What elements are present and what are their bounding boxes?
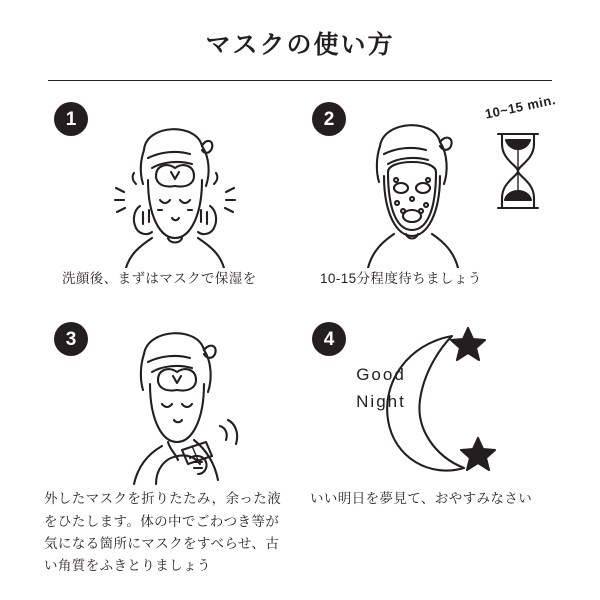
woman-wiping-neck-icon — [44, 308, 302, 488]
step-card-2 — [302, 88, 560, 290]
page-title: マスクの使い方 — [205, 31, 395, 59]
good-night-line-2: Night — [356, 391, 406, 411]
step-1-caption: 洗顔後、まずはマスクで保湿を — [62, 271, 257, 286]
timer-duration-label: 10~15 min. — [483, 92, 558, 122]
steps-grid — [44, 88, 560, 577]
good-night-line-1: Good — [356, 365, 406, 385]
step-card-4 — [302, 290, 560, 577]
step-2-badge: 2 — [312, 102, 346, 136]
crescent-moon-with-stars-icon — [302, 308, 560, 488]
step-4-caption: いい明日を夢見て、おやすみなさい — [310, 491, 533, 507]
step-3-illustration — [44, 308, 302, 488]
step-2-caption: 10-15分程度待ちましょう — [320, 271, 482, 286]
woman-patting-face-with-mask-icon — [44, 88, 302, 268]
step-card-1 — [44, 88, 302, 290]
step-4-illustration — [302, 308, 560, 488]
step-1-badge: 1 — [54, 102, 88, 136]
step-3-caption: 外したマスクを折りたたみ，余った液をひたします。体の中でごわつき等が気になる箇所にマスクをすべらせ、古い角質をふきとりましょう — [44, 491, 282, 574]
step-1-illustration — [44, 88, 302, 268]
woman-wearing-sheet-mask-icon — [302, 88, 560, 268]
step-4-badge: 4 — [312, 322, 346, 356]
step-2-illustration — [302, 88, 560, 268]
title-divider — [48, 80, 552, 81]
step-3-badge: 3 — [54, 322, 88, 356]
step-card-3 — [44, 290, 302, 577]
